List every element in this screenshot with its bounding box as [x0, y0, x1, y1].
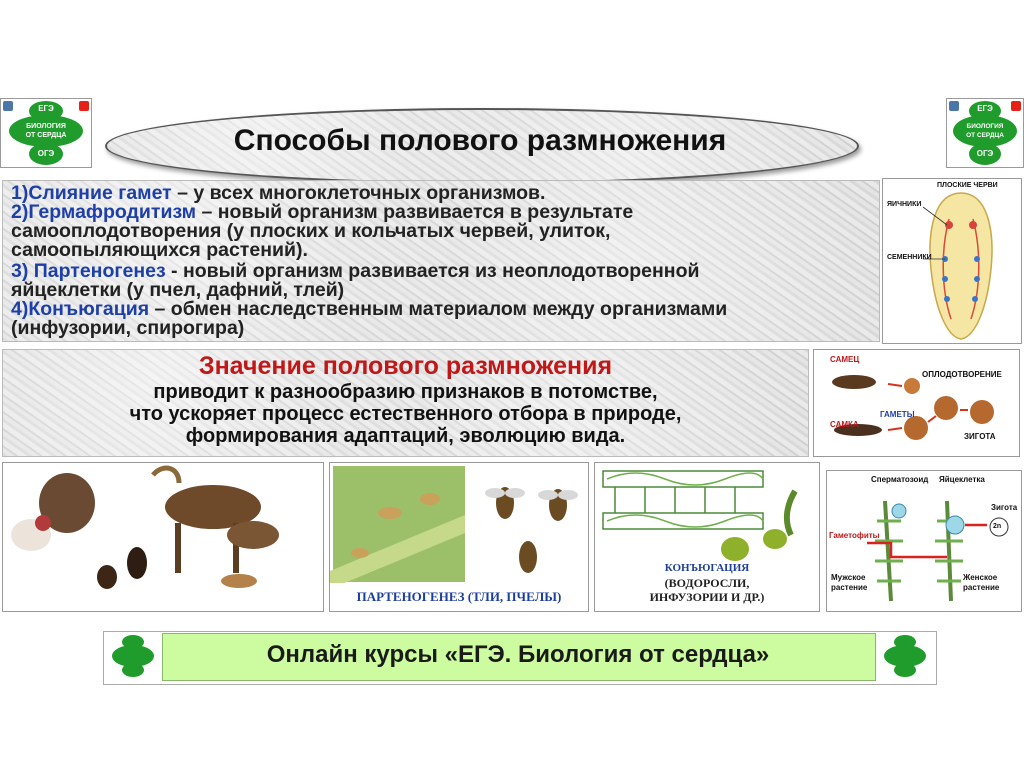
logo-oge: ОГЭ: [37, 149, 55, 158]
logo-line2: ОТ СЕРДЦА: [966, 132, 1004, 139]
logo-top-right: [946, 98, 1024, 168]
significance-line1: приводит к разнообразию признаков в потомстве,: [153, 381, 658, 403]
method-line: 4)Конъюгация – обмен наследственным материалом между организмами: [11, 298, 728, 320]
parthenogenesis-label: ПАРТЕНОГЕНЕЗ (ТЛИ, ПЧЕЛЫ): [356, 589, 562, 604]
parthenogenesis-panel: [329, 462, 589, 612]
method-line: 3) Партеногенез - новый организм развивается из неоплодотворенной: [11, 260, 700, 282]
animals-illustration: [3, 463, 323, 611]
moss-female-label1: Женское: [963, 573, 998, 582]
moss-gametophytes: Гаметофиты: [829, 531, 880, 540]
conjugation-title: КОНЪЮГАЦИЯ: [664, 562, 750, 574]
method-line: 1)Слияние гамет – у всех многоклеточных организмов.: [11, 182, 546, 204]
worm-testes-label: СЕМЕННИКИ: [887, 254, 932, 261]
fert-gametes: ГАМЕТЫ: [880, 410, 915, 419]
moss-panel: [826, 470, 1022, 612]
conjugation-line1: (ВОДОРОСЛИ,: [664, 576, 750, 590]
methods-panel: [2, 180, 880, 342]
moss-female-label2: растение: [963, 583, 1000, 592]
logo-ege: ЕГЭ: [38, 104, 54, 113]
logo-ege: ЕГЭ: [977, 104, 993, 113]
fert-male: САМЕЦ: [830, 355, 860, 364]
significance-line3: формирования адаптаций, эволюцию вида.: [185, 425, 626, 447]
worm-ovaries-label: ЯИЧНИКИ: [887, 201, 922, 208]
logo-line1: БИОЛОГИЯ: [966, 123, 1004, 130]
logo-oge: ОГЭ: [976, 149, 994, 158]
significance-panel: [2, 349, 809, 457]
banner-text: Онлайн курсы «ЕГЭ. Биология от сердца»: [266, 641, 770, 668]
method-line: самоопыляющихся растений).: [11, 239, 308, 261]
conjugation-line2: ИНФУЗОРИИ И ДР.): [649, 590, 765, 604]
moss-male-label2: растение: [831, 583, 868, 592]
moss-ploidy: 2n: [993, 523, 1002, 530]
aphids-bees-illustration: [330, 463, 588, 583]
moss-zygote: Зигота: [991, 503, 1018, 512]
page-title: Способы полового размножения: [233, 124, 727, 157]
banner-logo-right: [878, 633, 930, 679]
significance-heading: Значение полового размножения: [198, 352, 613, 380]
fert-fertilization: ОПЛОДОТВОРЕНИЕ: [922, 370, 1002, 379]
moss-egg: Яйцеклетка: [939, 475, 985, 484]
worm-title: ПЛОСКИЕ ЧЕРВИ: [937, 182, 998, 189]
significance-line2: что ускоряет процесс естественного отбора в природе,: [129, 403, 682, 425]
fert-female: САМКА: [830, 420, 859, 429]
method-line: яйцеклетки (у пчел, дафний, тлей): [11, 279, 345, 301]
moss-male-label1: Мужское: [831, 573, 866, 582]
moss-sperm: Сперматозоид: [871, 475, 929, 484]
flatworm-panel: [882, 178, 1022, 344]
method-line: 2)Гермафродитизм – новый организм развивается в результате: [11, 201, 634, 223]
fertilization-panel: [813, 349, 1020, 457]
logo-line1: БИОЛОГИЯ: [26, 123, 66, 130]
conjugation-illustration: [595, 463, 819, 563]
method-line: (инфузории, спирогира): [11, 317, 245, 339]
logo-top-left: [0, 98, 92, 168]
animals-panel: [2, 462, 324, 612]
conjugation-panel: [594, 462, 820, 612]
fert-zygote: ЗИГОТА: [964, 432, 996, 441]
logo-line2: ОТ СЕРДЦА: [25, 132, 67, 139]
method-line: самооплодотворения (у плоских и кольчатых червей, улиток,: [11, 220, 611, 242]
banner-logo-left: [106, 633, 158, 679]
